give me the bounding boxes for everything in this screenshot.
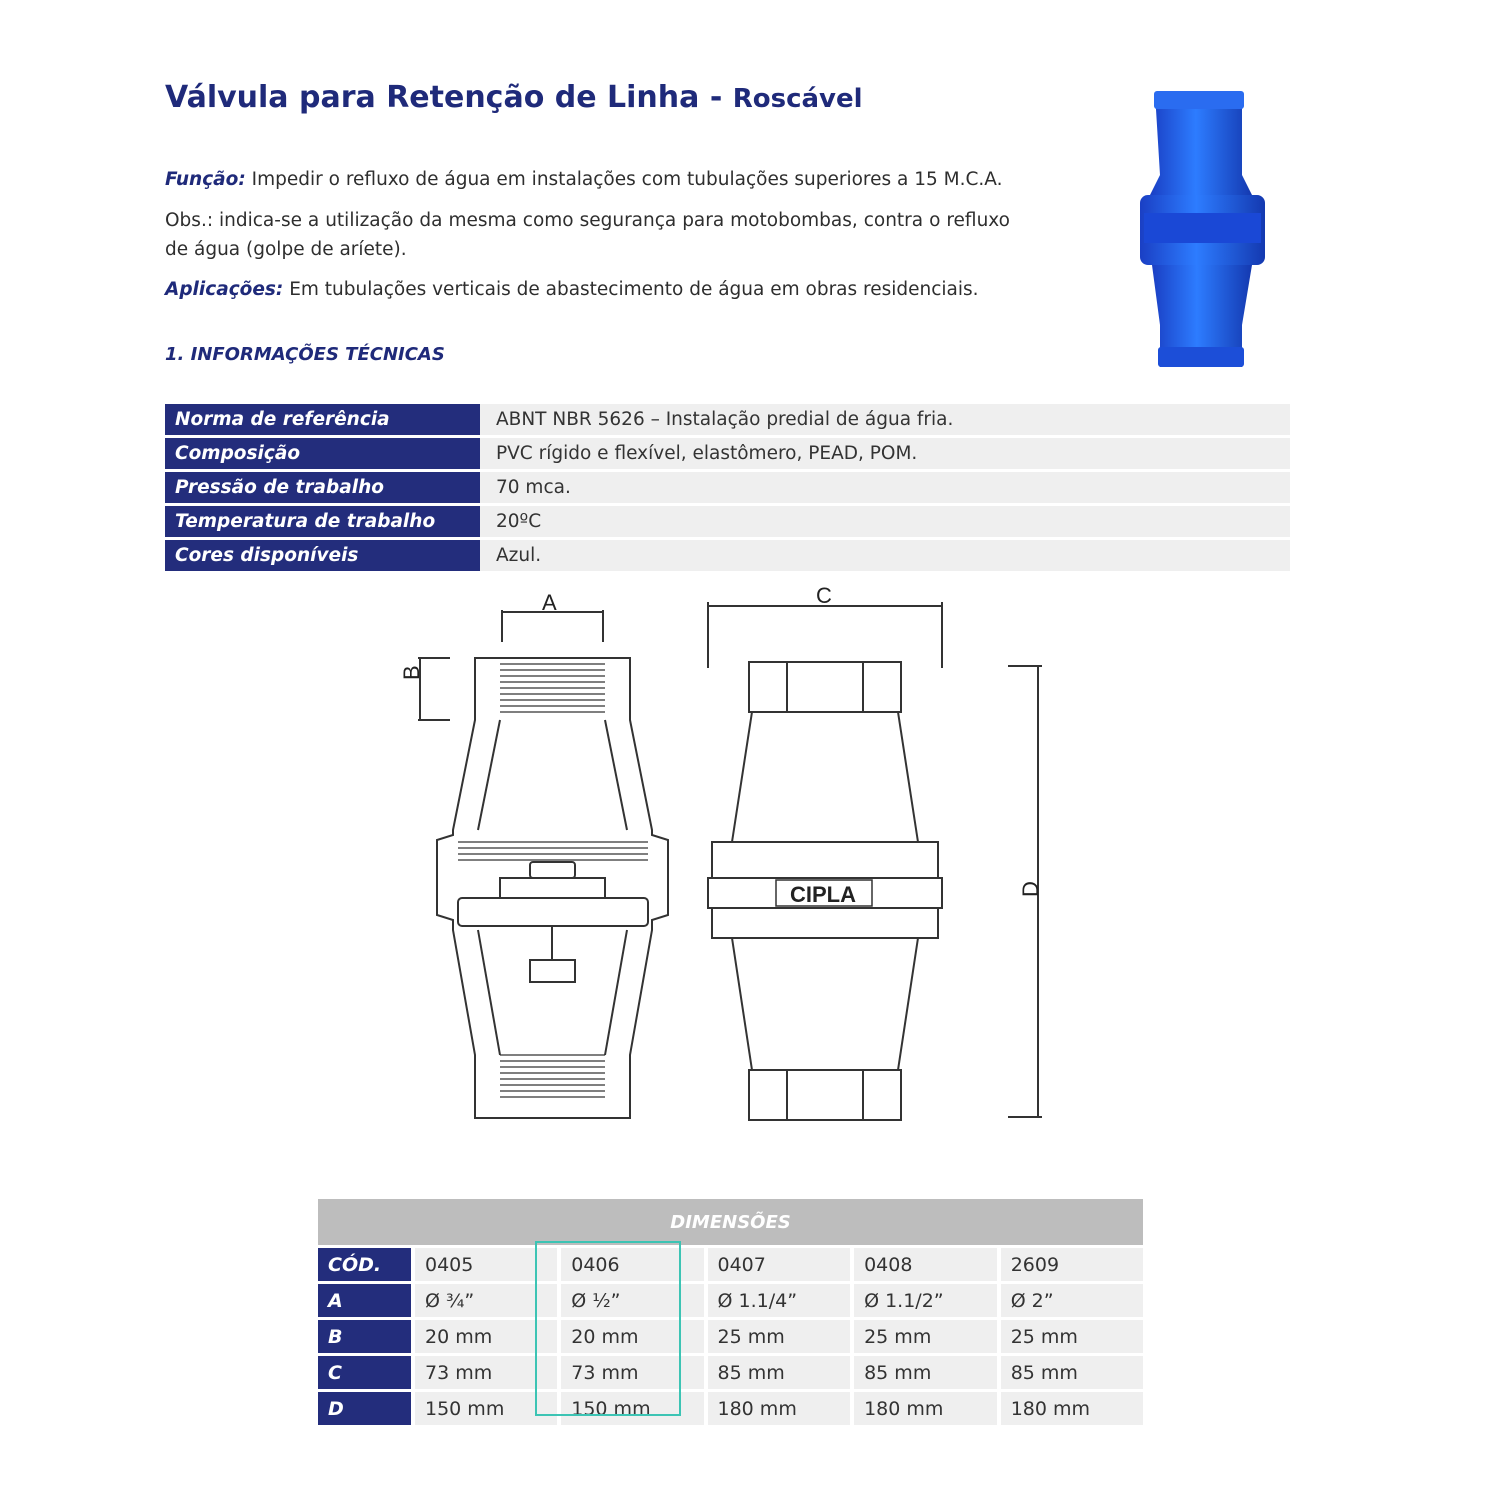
info-key: Pressão de trabalho <box>165 472 480 503</box>
table-row <box>318 1284 1143 1317</box>
info-row <box>165 438 1290 469</box>
section-title: 1. INFORMAÇÕES TÉCNICAS <box>165 344 445 365</box>
info-row <box>165 506 1290 537</box>
table-cell: Ø ½” <box>557 1284 703 1317</box>
title-main: Válvula para Retenção de Linha - <box>165 80 733 115</box>
page-title <box>165 80 863 115</box>
funcao-label: Função: <box>165 169 246 190</box>
table-cell: 0406 <box>557 1248 703 1281</box>
technical-info-table <box>165 401 1290 574</box>
dim-label-a: A <box>542 590 557 615</box>
obs-paragraph: Obs.: indica-se a utilização da mesma como segurança para motobombas, contra o refluxo de água (golpe de aríete). <box>165 210 1010 260</box>
info-row <box>165 540 1290 571</box>
highlighted-column-outline <box>535 1241 681 1416</box>
info-row <box>165 472 1290 503</box>
table-cell: Ø 1.1/2” <box>850 1284 997 1317</box>
row-key: D <box>318 1392 411 1425</box>
info-value: Azul. <box>480 540 1290 571</box>
exterior-view <box>708 583 1043 1120</box>
info-key: Cores disponíveis <box>165 540 480 571</box>
info-key: Temperatura de trabalho <box>165 506 480 537</box>
table-cell: 0405 <box>411 1248 557 1281</box>
table-cell: 25 mm <box>997 1320 1143 1353</box>
table-row <box>318 1356 1143 1389</box>
title-sub: Roscável <box>732 84 863 114</box>
table-cell: 180 mm <box>704 1392 851 1425</box>
table-cell: 20 mm <box>557 1320 703 1353</box>
table-row <box>318 1320 1143 1353</box>
info-value: ABNT NBR 5626 – Instalação predial de água fria. <box>480 404 1290 435</box>
table-cell: 2609 <box>997 1248 1143 1281</box>
table-row <box>318 1392 1143 1425</box>
table-cell: 150 mm <box>557 1392 703 1425</box>
row-key: CÓD. <box>318 1248 411 1281</box>
info-value: 70 mca. <box>480 472 1290 503</box>
aplicacoes-label: Aplicações: <box>165 279 284 300</box>
row-key: B <box>318 1320 411 1353</box>
table-cell: 25 mm <box>850 1320 997 1353</box>
funcao-paragraph <box>165 165 1010 194</box>
info-key: Composição <box>165 438 480 469</box>
dimensions-header: DIMENSÕES <box>318 1199 1143 1245</box>
dimensions-header-row <box>318 1199 1143 1245</box>
table-cell: 0408 <box>850 1248 997 1281</box>
table-cell: 85 mm <box>704 1356 851 1389</box>
dim-label-d: D <box>1018 881 1043 897</box>
info-value: PVC rígido e flexível, elastômero, PEAD, POM. <box>480 438 1290 469</box>
aplicacoes-paragraph <box>165 275 1010 304</box>
dim-label-b: B <box>399 665 424 680</box>
info-value: 20ºC <box>480 506 1290 537</box>
info-row <box>165 404 1290 435</box>
table-cell: Ø 2” <box>997 1284 1143 1317</box>
table-cell: 180 mm <box>850 1392 997 1425</box>
section-view <box>399 590 668 1118</box>
table-row <box>318 1248 1143 1281</box>
table-cell: Ø ¾” <box>411 1284 557 1317</box>
brand-label: CIPLA <box>790 882 856 907</box>
table-cell: 73 mm <box>411 1356 557 1389</box>
product-valve-image <box>1130 85 1275 375</box>
table-cell: Ø 1.1/4” <box>704 1284 851 1317</box>
aplicacoes-text: Em tubulações verticais de abastecimento de água em obras residenciais. <box>283 279 979 300</box>
table-cell: 73 mm <box>557 1356 703 1389</box>
funcao-text: Impedir o refluxo de água em instalações com tubulações superiores a 15 M.C.A. <box>245 169 1003 190</box>
table-cell: 25 mm <box>704 1320 851 1353</box>
dim-label-c: C <box>816 583 832 608</box>
row-key: C <box>318 1356 411 1389</box>
dimensions-table <box>318 1196 1143 1428</box>
table-cell: 85 mm <box>997 1356 1143 1389</box>
info-key: Norma de referência <box>165 404 480 435</box>
table-cell: 20 mm <box>411 1320 557 1353</box>
row-key: A <box>318 1284 411 1317</box>
table-cell: 180 mm <box>997 1392 1143 1425</box>
technical-drawing <box>390 580 1070 1135</box>
table-cell: 85 mm <box>850 1356 997 1389</box>
table-cell: 0407 <box>704 1248 851 1281</box>
table-cell: 150 mm <box>411 1392 557 1425</box>
